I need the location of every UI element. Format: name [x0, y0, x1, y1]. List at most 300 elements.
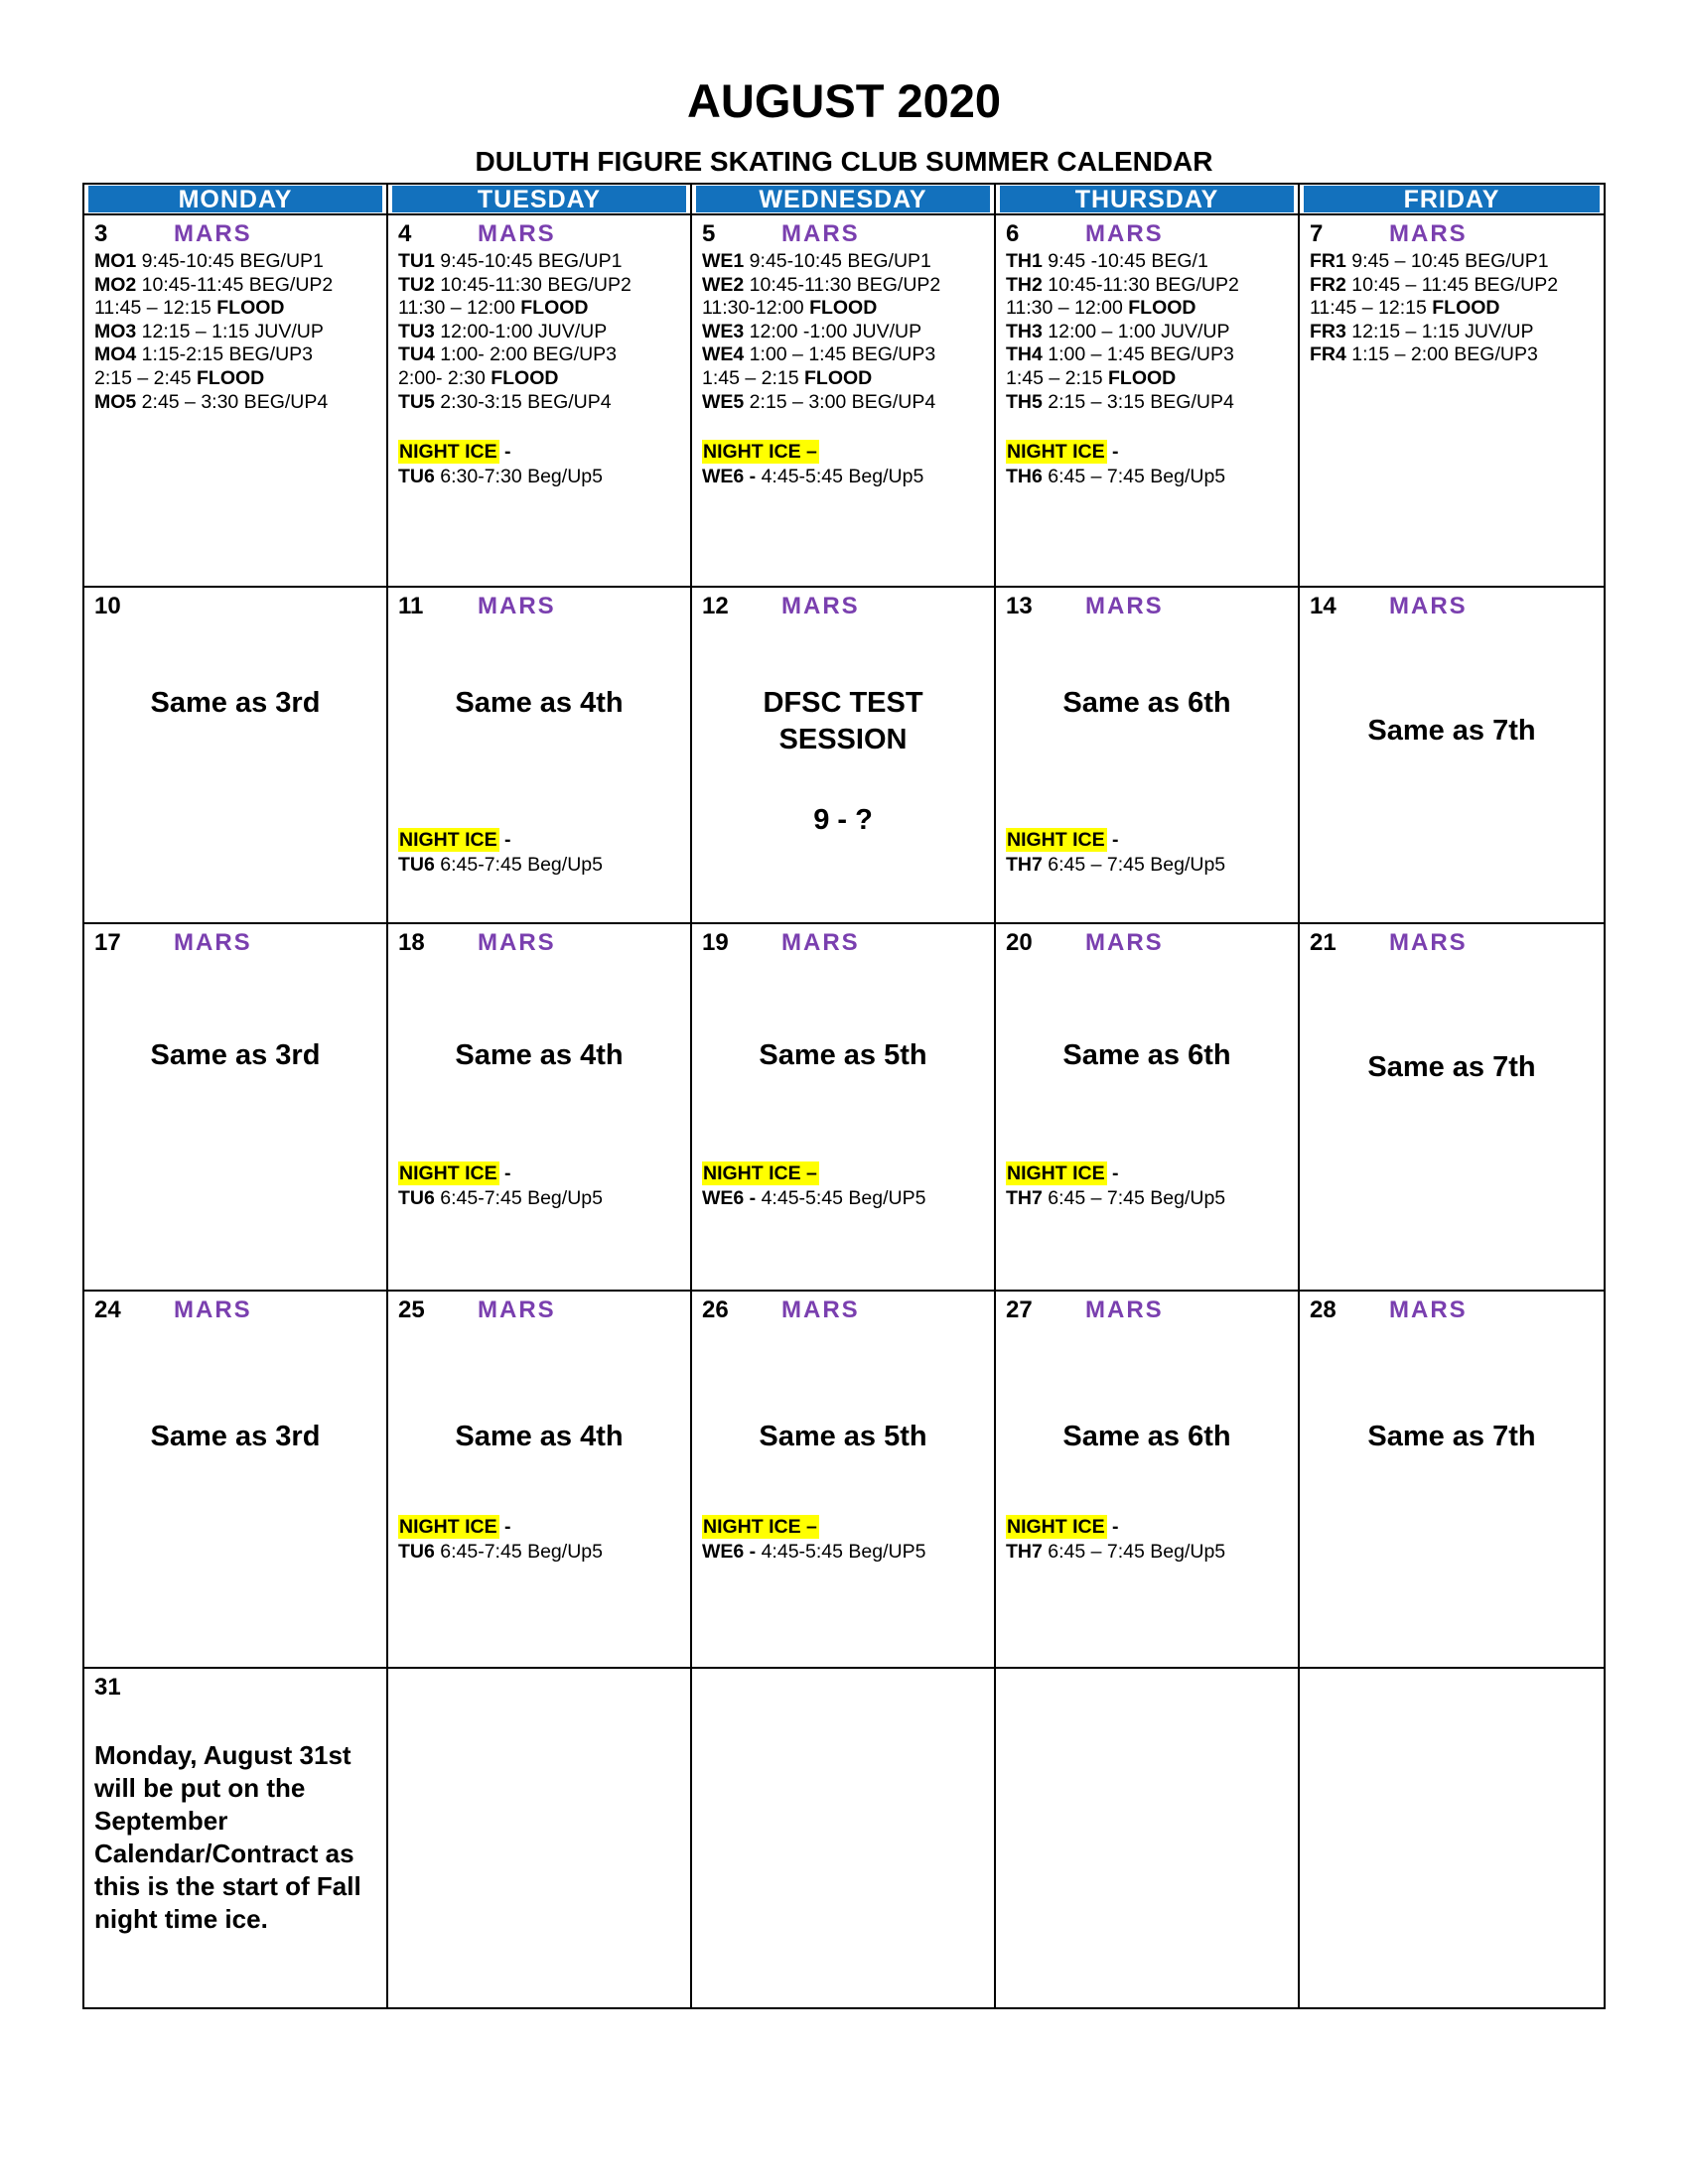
- day-header-line: [398, 593, 684, 620]
- schedule-line: [94, 274, 380, 298]
- day-cell: [388, 924, 692, 1292]
- schedule-line: [1006, 274, 1292, 298]
- night-ice-heading: [398, 1515, 603, 1540]
- session-time: 1:00 – 1:45 BEG/UP3: [744, 343, 936, 366]
- day-cell: [996, 1292, 1300, 1669]
- schedule-line: [702, 274, 988, 298]
- day-number: 12: [702, 593, 729, 619]
- weekday-header-label: THURSDAY: [1000, 186, 1294, 212]
- day-header-line: [1310, 1297, 1598, 1324]
- same-as-note: Same as 4th: [455, 687, 624, 719]
- day-header-line: [702, 220, 988, 248]
- day-cell: [692, 1292, 996, 1669]
- session-time: 1:15-2:15 BEG/UP3: [136, 343, 314, 366]
- month-end-note: Monday, August 31st will be put on the September Calendar/Contract as this is the start of Fall night time ice.: [94, 1740, 361, 1934]
- mars-label: MARS: [1389, 220, 1468, 247]
- session-time: 9:45-10:45 BEG/UP1: [434, 250, 623, 272]
- weekday-header-label: FRIDAY: [1304, 186, 1600, 212]
- day-number: 18: [398, 929, 425, 956]
- night-ice-heading: [1006, 440, 1292, 465]
- same-as-note: Same as 7th: [1367, 1051, 1536, 1083]
- night-ice-session-time: 6:45 – 7:45 Beg/Up5: [1042, 465, 1226, 487]
- day-header-line: [1006, 929, 1292, 957]
- session-code: WE1: [702, 250, 745, 272]
- day-cell: [996, 1669, 1300, 2007]
- weekday-header-cell: [388, 185, 692, 215]
- night-ice-heading: [1006, 1515, 1225, 1540]
- session-time: 12:00 -1:00 JUV/UP: [744, 320, 922, 342]
- session-code: FR2: [1310, 273, 1346, 296]
- schedule-line: [702, 321, 988, 344]
- mars-label: MARS: [1389, 929, 1468, 956]
- day-cell: [84, 215, 388, 588]
- same-as-note: Same as 3rd: [150, 1421, 321, 1452]
- day-number: 11: [398, 593, 424, 619]
- day-number: 4: [398, 220, 412, 247]
- session-time: 9:45 – 10:45 BEG/UP1: [1345, 250, 1549, 272]
- night-ice-session-code: WE6 -: [702, 465, 757, 487]
- night-ice-heading: [1006, 828, 1225, 853]
- day-number: 20: [1006, 929, 1033, 956]
- weekday-header-cell: [1300, 185, 1604, 215]
- session-code: MO2: [94, 273, 137, 296]
- night-ice-session-time: 6:30-7:30 Beg/Up5: [434, 465, 603, 487]
- mars-label: MARS: [1389, 1297, 1468, 1323]
- day-number: 3: [94, 220, 108, 247]
- session-time: 1:45 – 2:15: [702, 366, 805, 389]
- day-header-line: [1310, 929, 1598, 957]
- night-ice-session-time: 6:45 – 7:45 Beg/Up5: [1042, 853, 1226, 876]
- night-ice-session: [1006, 1540, 1225, 1565]
- night-ice-session: [1006, 1186, 1225, 1211]
- night-ice-session: [702, 1186, 925, 1211]
- schedule-line: [94, 321, 380, 344]
- mars-label: MARS: [174, 1297, 252, 1323]
- mars-label: MARS: [781, 929, 860, 956]
- night-ice-heading: [702, 1515, 925, 1540]
- day-header-line: [398, 1297, 684, 1324]
- session-code: TU4: [398, 343, 435, 366]
- day-header-line: [1006, 1297, 1292, 1324]
- night-ice-heading: [702, 1161, 925, 1186]
- night-ice-session-code: TH7: [1006, 1186, 1043, 1209]
- schedule-line: [1006, 321, 1292, 344]
- same-as-note: Same as 5th: [759, 1421, 927, 1452]
- day-header-line: [398, 220, 684, 248]
- night-ice-separator: -: [498, 1516, 511, 1538]
- day-cell: [388, 1669, 692, 2007]
- night-ice-separator: -: [498, 441, 511, 464]
- same-as-note: Same as 3rd: [150, 1039, 321, 1071]
- night-ice-separator: -: [498, 829, 511, 851]
- session-code: TU1: [398, 250, 435, 272]
- schedule-line: [1006, 367, 1292, 391]
- mars-label: MARS: [478, 929, 556, 956]
- night-ice-separator: -: [498, 1162, 511, 1184]
- day-header-line: [94, 220, 380, 248]
- night-ice-session-time: 6:45 – 7:45 Beg/Up5: [1042, 1540, 1226, 1563]
- mars-label: MARS: [1085, 593, 1164, 619]
- weekday-header-label: TUESDAY: [392, 186, 686, 212]
- session-time: 11:45 – 12:15: [1310, 297, 1433, 320]
- night-ice-block: [702, 1515, 925, 1564]
- night-ice-block: [1006, 828, 1225, 877]
- schedule-line: [398, 274, 684, 298]
- night-ice-session: [702, 1540, 925, 1565]
- day-cell: [84, 1292, 388, 1669]
- session-code: FR1: [1310, 250, 1346, 272]
- night-ice-session-time: 6:45-7:45 Beg/Up5: [434, 853, 603, 876]
- night-ice-session-time: 6:45-7:45 Beg/Up5: [434, 1540, 603, 1563]
- same-as-note: Same as 6th: [1062, 1421, 1231, 1452]
- schedule-line: [398, 321, 684, 344]
- night-ice-session: [398, 465, 684, 489]
- night-ice-block: [1006, 440, 1292, 488]
- mars-label: MARS: [478, 1297, 556, 1323]
- schedule-line: [94, 343, 380, 367]
- session-time: 12:15 – 1:15 JUV/UP: [1345, 320, 1534, 342]
- day-cell: [84, 588, 388, 924]
- schedule-line: [94, 250, 380, 274]
- weekday-header-cell: [692, 185, 996, 215]
- session-code: MO1: [94, 250, 137, 272]
- schedule-line: [398, 250, 684, 274]
- day-number: 26: [702, 1297, 729, 1323]
- day-cell: [996, 924, 1300, 1292]
- night-ice-label: NIGHT ICE: [1007, 441, 1105, 464]
- mars-label: MARS: [1389, 593, 1468, 619]
- day-header-line: [1310, 220, 1598, 248]
- schedule-line: [702, 343, 988, 367]
- schedule-list: [1310, 250, 1598, 367]
- night-ice-session: [1006, 853, 1225, 878]
- night-ice-block: [398, 1515, 603, 1564]
- night-ice-block: [398, 1161, 603, 1210]
- night-ice-session-code: TU6: [398, 1540, 435, 1563]
- night-ice-heading: [398, 1161, 603, 1186]
- day-number: 10: [94, 593, 121, 619]
- night-ice-session: [702, 465, 988, 489]
- day-cell: [1300, 215, 1604, 588]
- day-cell: [388, 1292, 692, 1669]
- schedule-line: [398, 367, 684, 391]
- day-cell: [84, 924, 388, 1292]
- night-ice-session: [398, 853, 603, 878]
- session-time: 11:30 – 12:00: [1006, 297, 1129, 320]
- night-ice-session-code: WE6 -: [702, 1186, 757, 1209]
- session-code: TU5: [398, 390, 435, 413]
- flood-label: FLOOD: [1432, 297, 1500, 320]
- session-code: TU3: [398, 320, 435, 342]
- day-number: 5: [702, 220, 716, 247]
- mars-label: MARS: [781, 1297, 860, 1323]
- session-time: 12:00 – 1:00 JUV/UP: [1042, 320, 1230, 342]
- schedule-line: [1310, 250, 1598, 274]
- night-ice-block: [1006, 1515, 1225, 1564]
- page-title: AUGUST 2020: [686, 74, 1002, 127]
- session-code: WE4: [702, 343, 745, 366]
- session-time: 1:45 – 2:15: [1006, 366, 1109, 389]
- day-cell: [692, 215, 996, 588]
- session-code: WE2: [702, 273, 745, 296]
- session-time: 10:45-11:45 BEG/UP2: [136, 273, 334, 296]
- day-cell: [388, 215, 692, 588]
- night-ice-separator: -: [1106, 441, 1119, 464]
- night-ice-session: [398, 1186, 603, 1211]
- session-code: WE5: [702, 390, 745, 413]
- same-as-note: Same as 3rd: [150, 687, 321, 719]
- same-as-note: Same as 7th: [1367, 715, 1536, 747]
- night-ice-session-code: TU6: [398, 1186, 435, 1209]
- night-ice-label: NIGHT ICE: [399, 1162, 497, 1184]
- mars-label: MARS: [781, 220, 860, 247]
- day-cell: [1300, 924, 1604, 1292]
- session-code: MO3: [94, 320, 137, 342]
- week-row: [84, 1292, 1604, 1669]
- night-ice-session: [398, 1540, 603, 1565]
- day-number: 25: [398, 1297, 425, 1323]
- night-ice-session-code: TH7: [1006, 1540, 1043, 1563]
- day-cell: [84, 1669, 388, 2007]
- weekday-header-cell: [996, 185, 1300, 215]
- session-time: 11:30-12:00: [702, 297, 810, 320]
- session-code: TH2: [1006, 273, 1043, 296]
- flood-label: FLOOD: [1108, 366, 1177, 389]
- week-row: [84, 924, 1604, 1292]
- night-ice-session-time: 4:45-5:45 Beg/Up5: [756, 465, 924, 487]
- session-time: 2:30-3:15 BEG/UP4: [434, 390, 612, 413]
- schedule-list: [398, 250, 684, 414]
- night-ice-label: NIGHT ICE –: [703, 1516, 817, 1538]
- day-cell: [1300, 1669, 1604, 2007]
- flood-label: FLOOD: [197, 366, 265, 389]
- mars-label: MARS: [174, 220, 252, 247]
- session-time: 1:15 – 2:00 BEG/UP3: [1345, 343, 1538, 366]
- test-session-time: 9 - ?: [813, 804, 873, 836]
- day-number: 7: [1310, 220, 1324, 247]
- flood-label: FLOOD: [1128, 297, 1196, 320]
- flood-label: FLOOD: [216, 297, 285, 320]
- day-number: 21: [1310, 929, 1336, 956]
- session-time: 1:00- 2:00 BEG/UP3: [434, 343, 618, 366]
- page-subtitle: DULUTH FIGURE SKATING CLUB SUMMER CALENDAR: [475, 146, 1213, 177]
- night-ice-label: NIGHT ICE –: [703, 1162, 817, 1184]
- flood-label: FLOOD: [491, 366, 559, 389]
- night-ice-block: [702, 1161, 925, 1210]
- session-time: 2:00- 2:30: [398, 366, 492, 389]
- night-ice-block: [702, 440, 988, 488]
- week-row: [84, 588, 1604, 924]
- schedule-line: [1310, 321, 1598, 344]
- day-header-line: [1006, 220, 1292, 248]
- night-ice-session-code: TH6: [1006, 465, 1043, 487]
- day-number: 13: [1006, 593, 1033, 619]
- weekday-header-label: WEDNESDAY: [696, 186, 990, 212]
- session-time: 1:00 – 1:45 BEG/UP3: [1042, 343, 1234, 366]
- session-time: 2:15 – 3:15 BEG/UP4: [1042, 390, 1234, 413]
- calendar-table: [82, 183, 1606, 2009]
- session-time: 2:45 – 3:30 BEG/UP4: [136, 390, 329, 413]
- night-ice-separator: -: [1106, 1516, 1119, 1538]
- night-ice-heading: [702, 440, 988, 465]
- night-ice-session-time: 6:45 – 7:45 Beg/Up5: [1042, 1186, 1226, 1209]
- schedule-line: [94, 367, 380, 391]
- same-as-note: Same as 6th: [1062, 1039, 1231, 1071]
- night-ice-label: NIGHT ICE: [399, 441, 497, 464]
- schedule-list: [1006, 250, 1292, 414]
- night-ice-session-time: 4:45-5:45 Beg/UP5: [756, 1186, 926, 1209]
- day-number: 19: [702, 929, 729, 956]
- day-header-line: [1310, 593, 1598, 620]
- session-code: TU2: [398, 273, 435, 296]
- session-time: 2:15 – 2:45: [94, 366, 198, 389]
- mars-label: MARS: [478, 593, 556, 619]
- night-ice-heading: [398, 828, 603, 853]
- night-ice-session-time: 6:45-7:45 Beg/Up5: [434, 1186, 603, 1209]
- schedule-line: [702, 367, 988, 391]
- session-time: 9:45-10:45 BEG/UP1: [744, 250, 931, 272]
- flood-label: FLOOD: [520, 297, 589, 320]
- session-time: 12:15 – 1:15 JUV/UP: [136, 320, 324, 342]
- day-cell: [1300, 588, 1604, 924]
- night-ice-block: [398, 828, 603, 877]
- schedule-line: [398, 297, 684, 321]
- schedule-list: [702, 250, 988, 414]
- day-number: 28: [1310, 1297, 1336, 1323]
- schedule-line: [94, 297, 380, 321]
- night-ice-block: [398, 440, 684, 488]
- night-ice-label: NIGHT ICE: [399, 1516, 497, 1538]
- day-cell: [692, 1669, 996, 2007]
- night-ice-label: NIGHT ICE –: [703, 441, 817, 464]
- schedule-line: [702, 391, 988, 415]
- schedule-line: [398, 343, 684, 367]
- day-header-line: [94, 593, 380, 620]
- session-time: 11:30 – 12:00: [398, 297, 521, 320]
- day-header-line: [1006, 593, 1292, 620]
- flood-label: FLOOD: [809, 297, 878, 320]
- session-time: 9:45 -10:45 BEG/1: [1042, 250, 1208, 272]
- day-header-line: [702, 593, 988, 620]
- test-session-note: DFSC TEST SESSION: [763, 687, 923, 755]
- night-ice-heading: [398, 440, 684, 465]
- night-ice-label: NIGHT ICE: [1007, 1162, 1105, 1184]
- mars-label: MARS: [781, 593, 860, 619]
- schedule-line: [702, 297, 988, 321]
- day-cell: [996, 588, 1300, 924]
- day-header-line: [702, 929, 988, 957]
- day-header-line: [398, 929, 684, 957]
- night-ice-session-code: TH7: [1006, 853, 1043, 876]
- day-cell: [388, 588, 692, 924]
- session-code: TH3: [1006, 320, 1043, 342]
- schedule-line: [1310, 297, 1598, 321]
- day-number: 6: [1006, 220, 1020, 247]
- day-cell: [1300, 1292, 1604, 1669]
- day-number: 24: [94, 1297, 121, 1323]
- schedule-line: [398, 391, 684, 415]
- mars-label: MARS: [1085, 220, 1164, 247]
- mars-label: MARS: [174, 929, 252, 956]
- day-header-line: [94, 1674, 380, 1702]
- day-number: 27: [1006, 1297, 1033, 1323]
- day-cell: [996, 215, 1300, 588]
- day-header-line: [94, 1297, 380, 1324]
- night-ice-session-code: TU6: [398, 853, 435, 876]
- session-time: 10:45-11:30 BEG/UP2: [1042, 273, 1239, 296]
- session-code: TH1: [1006, 250, 1043, 272]
- day-cell: [692, 924, 996, 1292]
- weekday-header-cell: [84, 185, 388, 215]
- day-cell: [692, 588, 996, 924]
- same-as-note: Same as 5th: [759, 1039, 927, 1071]
- session-time: 10:45-11:30 BEG/UP2: [434, 273, 632, 296]
- mars-label: MARS: [1085, 1297, 1164, 1323]
- schedule-line: [94, 391, 380, 415]
- night-ice-label: NIGHT ICE: [399, 829, 497, 851]
- weekday-header-label: MONDAY: [88, 186, 382, 212]
- flood-label: FLOOD: [804, 366, 873, 389]
- weekday-header-row: [84, 185, 1604, 215]
- night-ice-session-code: WE6 -: [702, 1540, 757, 1563]
- day-number: 17: [94, 929, 121, 956]
- schedule-list: [94, 250, 380, 414]
- day-header-line: [702, 1297, 988, 1324]
- session-code: FR3: [1310, 320, 1346, 342]
- schedule-line: [1006, 391, 1292, 415]
- day-number: 14: [1310, 593, 1336, 619]
- schedule-line: [1006, 297, 1292, 321]
- week-row: [84, 215, 1604, 588]
- night-ice-label: NIGHT ICE: [1007, 829, 1105, 851]
- night-ice-separator: -: [1106, 1162, 1119, 1184]
- night-ice-session-time: 4:45-5:45 Beg/UP5: [756, 1540, 926, 1563]
- schedule-line: [1310, 274, 1598, 298]
- session-code: MO4: [94, 343, 137, 366]
- session-time: 12:00-1:00 JUV/UP: [434, 320, 608, 342]
- week-row: [84, 1669, 1604, 2007]
- session-time: 10:45-11:30 BEG/UP2: [744, 273, 941, 296]
- day-header-line: [94, 929, 380, 957]
- schedule-line: [1006, 250, 1292, 274]
- session-code: TH4: [1006, 343, 1043, 366]
- same-as-note: Same as 4th: [455, 1421, 624, 1452]
- schedule-line: [1006, 343, 1292, 367]
- session-time: 9:45-10:45 BEG/UP1: [136, 250, 324, 272]
- night-ice-session-code: TU6: [398, 465, 435, 487]
- session-time: 11:45 – 12:15: [94, 297, 217, 320]
- day-number: 31: [94, 1674, 121, 1701]
- same-as-note: Same as 4th: [455, 1039, 624, 1071]
- night-ice-block: [1006, 1161, 1225, 1210]
- session-time: 10:45 – 11:45 BEG/UP2: [1345, 273, 1559, 296]
- session-code: WE3: [702, 320, 745, 342]
- schedule-line: [1310, 343, 1598, 367]
- session-code: FR4: [1310, 343, 1346, 366]
- session-code: MO5: [94, 390, 137, 413]
- mars-label: MARS: [478, 220, 556, 247]
- session-code: TH5: [1006, 390, 1043, 413]
- night-ice-heading: [1006, 1161, 1225, 1186]
- schedule-line: [702, 250, 988, 274]
- same-as-note: Same as 6th: [1062, 687, 1231, 719]
- session-time: 2:15 – 3:00 BEG/UP4: [744, 390, 936, 413]
- night-ice-session: [1006, 465, 1292, 489]
- same-as-note: Same as 7th: [1367, 1421, 1536, 1452]
- mars-label: MARS: [1085, 929, 1164, 956]
- night-ice-separator: -: [1106, 829, 1119, 851]
- night-ice-label: NIGHT ICE: [1007, 1516, 1105, 1538]
